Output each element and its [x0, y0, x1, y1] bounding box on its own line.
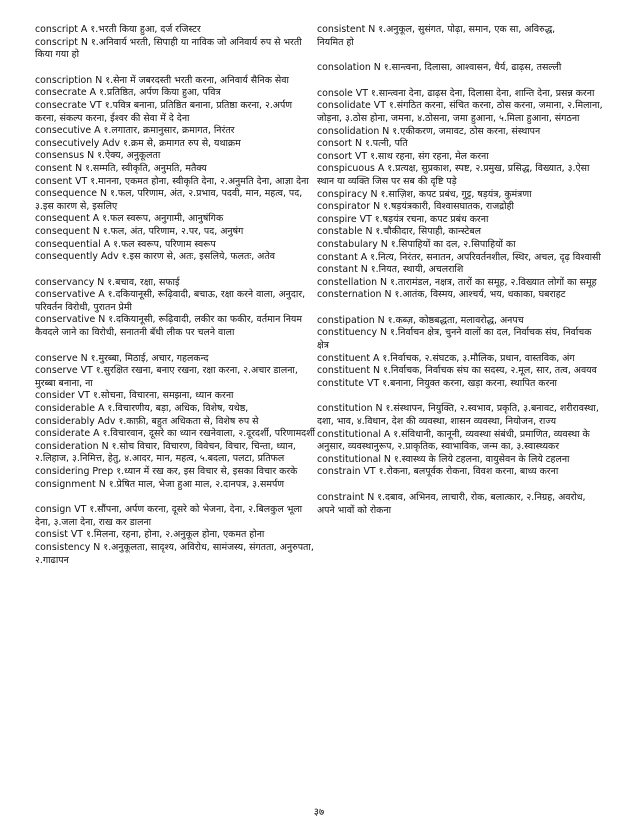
dictionary-entry: consecrate A १.प्रतिष्ठित, अर्पण किया हुआ, पवित्र: [35, 87, 221, 99]
dictionary-entry: consequential A १.फल स्वरूप, परिणाम स्वरूप: [35, 238, 216, 250]
dictionary-entry: consider VT १.सोचना, विचारना, समझना, ध्यान करना: [35, 390, 234, 402]
dictionary-entry: consolidate VT १.संगठित करना, संचित करना, ठोस करना, जमाना, २.मिलाना, जोड़ना, ३.ठोस होना, जमना, ४.ठोसना, जमा हुआना, ५.मिला हुआना, संगठना: [317, 100, 603, 124]
dictionary-entry: consequent A १.फल स्वरूप, अनुगामी, आनुषंगिक: [35, 213, 224, 225]
dictionary-entry: conscription N १.सेना में जबरदस्ती भरती करना, अनिवार्य सैनिक सेवा: [35, 74, 289, 86]
dictionary-entry: conserve VT १.सुरक्षित रखना, बनाए रखना, रक्षा करना, २.अचार डालना, मुरब्बा बनाना, ना: [35, 365, 298, 389]
dictionary-entry: consent VT १.मानना, एकमत होना, स्वीकृति देना, २.अनुमति देना, आज्ञा देना: [35, 175, 309, 187]
dictionary-entry: constitute VT १.बनाना, नियुक्त करना, खड़ा करना, स्थापित करना: [317, 377, 557, 389]
dictionary-entry: constitutional N १.स्वास्थ्य के लिये टहलना, वायुसेवन के लिये टहलना: [317, 453, 570, 465]
dictionary-entry: consecrate VT १.पवित्र बनाना, प्रतिष्ठित बनाना, प्रतिष्ठा करना, २.अर्पण करना, संकल्प करना, ईश्वर की सेवा में दे देना: [35, 99, 293, 124]
dictionary-entry: constable N १.चौकीदार, सिपाही, कान्स्टेबल: [317, 226, 482, 238]
entry-spacer: [35, 491, 315, 504]
dictionary-entry: conservancy N १.बचाव, रक्षा, सफाई: [35, 276, 180, 288]
dictionary-entry: conscript A १.भरती किया हुआ, दर्ज रजिस्टर: [35, 24, 201, 35]
dictionary-entry: consternation N १.आतंक, विस्मय, आश्चर्य, भय, धकाका, घबराहट: [317, 289, 566, 301]
dictionary-entry: consensus N १.ऐक्य, अनुकूलता: [35, 150, 161, 162]
entry-spacer: [317, 75, 603, 88]
dictionary-entry: considerable A १.विचारणीय, बड़ा, अधिक, विशेष, यथेष्ठ,: [35, 403, 249, 415]
dictionary-entry: constrain VT १.रोकना, बलपूर्वक रोकना, विवश करना, बाध्य करना: [317, 466, 559, 478]
dictionary-entry: consignment N १.प्रेषित माल, भेजा हुआ माल, २.दानपत्र, ३.समर्पण: [35, 478, 285, 490]
dictionary-entry: constituent A १.निर्वाचक, २.संघटक, ३.मौलिक, प्रधान, वास्तविक, अंग: [317, 352, 575, 364]
dictionary-entry: constitution N १.संस्थापन, नियुक्ति, २.स्वभाव, प्रकृति, ३.बनावट, शरीरावस्था, दशा, भाव, ४.विधान, देश की व्यवस्था, शासन व्यवस्था, नियोजन, राज्य: [317, 403, 599, 428]
dictionary-entry: conservative A १.दकियानूसी, रूढ़िवादी, बचाऊ, रक्षा करने वाला, अनुदार, परिवर्तन विरोधी, पुरातन प्रेमी: [35, 289, 306, 313]
dictionary-entry: conspiracy N १.साज़िश, कपट प्रबंध, गुट्ट, षड़यंत्र, कुमंत्रणा: [317, 188, 532, 200]
dictionary-entry: constabulary N १.सिपाहियों का दल, २.सिपाहियों का: [317, 238, 516, 250]
entry-spacer: [317, 390, 603, 403]
dictionary-entry: considerate A १.विचारवान, दूसरे का ध्यान रखनेवाला, २.दूरदर्शी, परिणामदर्शी: [35, 428, 315, 440]
dictionary-entry: consort N १.पत्नी, पति: [317, 138, 408, 150]
dictionary-entry: consistency N १.अनुकूलता, सादृश्य, अविरोध, सामंजस्य, संगतता, अनुरुपता, २.गाढापन: [35, 541, 314, 566]
dictionary-entry: constant A १.नित्य, निरंतर, सनातन, अपरिवर्तनशील, स्थिर, अचल, दृढ़ विश्वासी: [317, 251, 601, 263]
dictionary-entry: consecutive A १.लगातार, क्रमानुसार, क्रमागत, निरंतर: [35, 125, 235, 137]
dictionary-entry: considerably Adv १.काफ़ी, बहुत अधिकता से, विशेष रुप से: [35, 415, 259, 427]
dictionary-entry: constraint N १.दबाव, अभिनव, लाचारी, रोक, बलात्कार, २.निग्रह, अवरोध, अपने भावों को रोकना: [317, 492, 586, 516]
dictionary-entry: constellation N १.तारामंडल, नक्षत्र, तारों का समूह, २.विख्यात लोगों का समूह: [317, 276, 597, 288]
dictionary-entry: considering Prep १.ध्यान में रख कर, इस विचार से, इसका विचार करके: [35, 466, 298, 477]
page-number: ३७: [313, 807, 325, 818]
entry-spacer: [317, 49, 603, 62]
dictionary-entry: नियमित हो: [317, 36, 354, 48]
dictionary-entry: consign VT १.सौंपना, अर्पण करना, दूसरे को भेजना, देना, २.बिलकुल भूला देना, ३.जला देना, राख कर डालना: [35, 504, 303, 528]
dictionary-entry: conscript N १.अनिवार्य भरती, सिपाही या नाविक जो अनिवार्य रुप से भरती किया गया हो: [35, 36, 302, 61]
dictionary-entry: conspire VT १.षड़यंत्र रचना, कपट प्रबंध करना: [317, 213, 489, 225]
dictionary-entry: consolation N १.सान्त्वना, दिलासा, आश्वासन, धैर्य, ढाढ़स, तसल्ली: [317, 62, 562, 74]
dictionary-entry: constipation N १.कब्ज़, कोष्ठबद्धता, मलावरोद्ध, अनपच: [317, 314, 524, 326]
dictionary-entry: consequent N १.फल, अंत, परिणाम, २.पर, पद, अनुषंग: [35, 225, 244, 237]
dictionary-entry: consequence N १.फल, परिणाम, अंत, २.प्रभाव, पदवी, मान, महत्व, पद, ३.इस कारण से, इसलिए: [35, 188, 303, 212]
dictionary-entry: constituent N १.निर्वाचक, निर्वाचक संघ का सदस्य, २.मूल, सार, तत्व, अवयव: [317, 365, 597, 377]
dictionary-entry: conspirator N १.षड़यंत्रकारी, विश्वासघातक, राजद्रोही: [317, 201, 514, 213]
left-column: [35, 24, 315, 567]
dictionary-entry: constituency N १.निर्वाचन क्षेत्र, चुनने वालों का दल, निर्वाचक संघ, निर्वाचक क्षेत्र: [317, 327, 592, 352]
entry-spacer: [317, 302, 603, 315]
dictionary-entry: conserve N १.मुरब्बा, मिठाई, अचार, गहलकन्द: [35, 352, 209, 364]
dictionary-entry: console VT १.सान्त्वना देना, ढाढ़स देना, दिलासा देना, शान्ति देना, प्रसन्न करना: [317, 87, 595, 99]
dictionary-entry: consequently Adv १.इस कारण से, अतः, इसलिये, फलतः, अतेव: [35, 251, 275, 263]
dictionary-entry: consistent N १.अनुकूल, सुसंगत, पोढ़ा, समान, एक सा, अविरुद्ध,: [317, 24, 556, 35]
dictionary-entry: consent N १.सम्मति, स्वीकृति, अनुमति, मतैक्य: [35, 162, 207, 174]
dictionary-entry: consist VT १.मिलना, रहना, होना, २.अनुकूल होना, एकमत होना: [35, 529, 265, 541]
dictionary-entry: conspicuous A १.प्रत्यक्ष, सुप्रकाश, स्पष्ट, २.प्रमुख, प्रसिद्ध, विख्यात, ३.ऐसा स्थान या व्यक्ति जिस पर सब की दृष्टि पड़े: [317, 163, 590, 187]
entry-spacer: [35, 340, 315, 353]
entry-spacer: [35, 264, 315, 277]
dictionary-entry: constant N १.नियत, स्थायी, अचलराशि: [317, 264, 464, 276]
entry-spacer: [317, 479, 603, 492]
dictionary-entry: consecutively Adv १.क्रम से, क्रमागत रुप से, यथाक्रम: [35, 137, 241, 149]
dictionary-entry: consolidation N १.एकीकरण, जमावट, ठोस करना, संस्थापन: [317, 125, 541, 137]
entry-spacer: [35, 62, 315, 75]
dictionary-entry: consort VT १.साथ रहना, संग रहना, मेल करना: [317, 150, 489, 162]
dictionary-entry: conservative N १.दकियानूसी, रूढ़िवादी, लकीर का फकीर, वर्तमान नियम कैवदले जाने का विरोधी, सनातनी बँधी लीक पर चलने वाला: [35, 314, 302, 339]
dictionary-entry: consideration N १.सोच विचार, विचारण, विवेचन, विचार, चिन्ता, ध्यान, २.लिहाज, ३.निमित्त, हेतु, ४.आदर, मान, महत्व, ५.बदला, पलटा, प्रतिफल: [35, 440, 296, 465]
right-column: [317, 24, 603, 517]
dictionary-entry: constitutional A १.संविधानी, कानूनी, व्यवस्था संबंधी, प्रमाणित, व्यवस्था के अनुसार, व्यवस्थानुरूप, २.प्राकृतिक, स्वाभाविक, जन्म का, ३.स्वास्थ्यकर: [317, 428, 590, 453]
